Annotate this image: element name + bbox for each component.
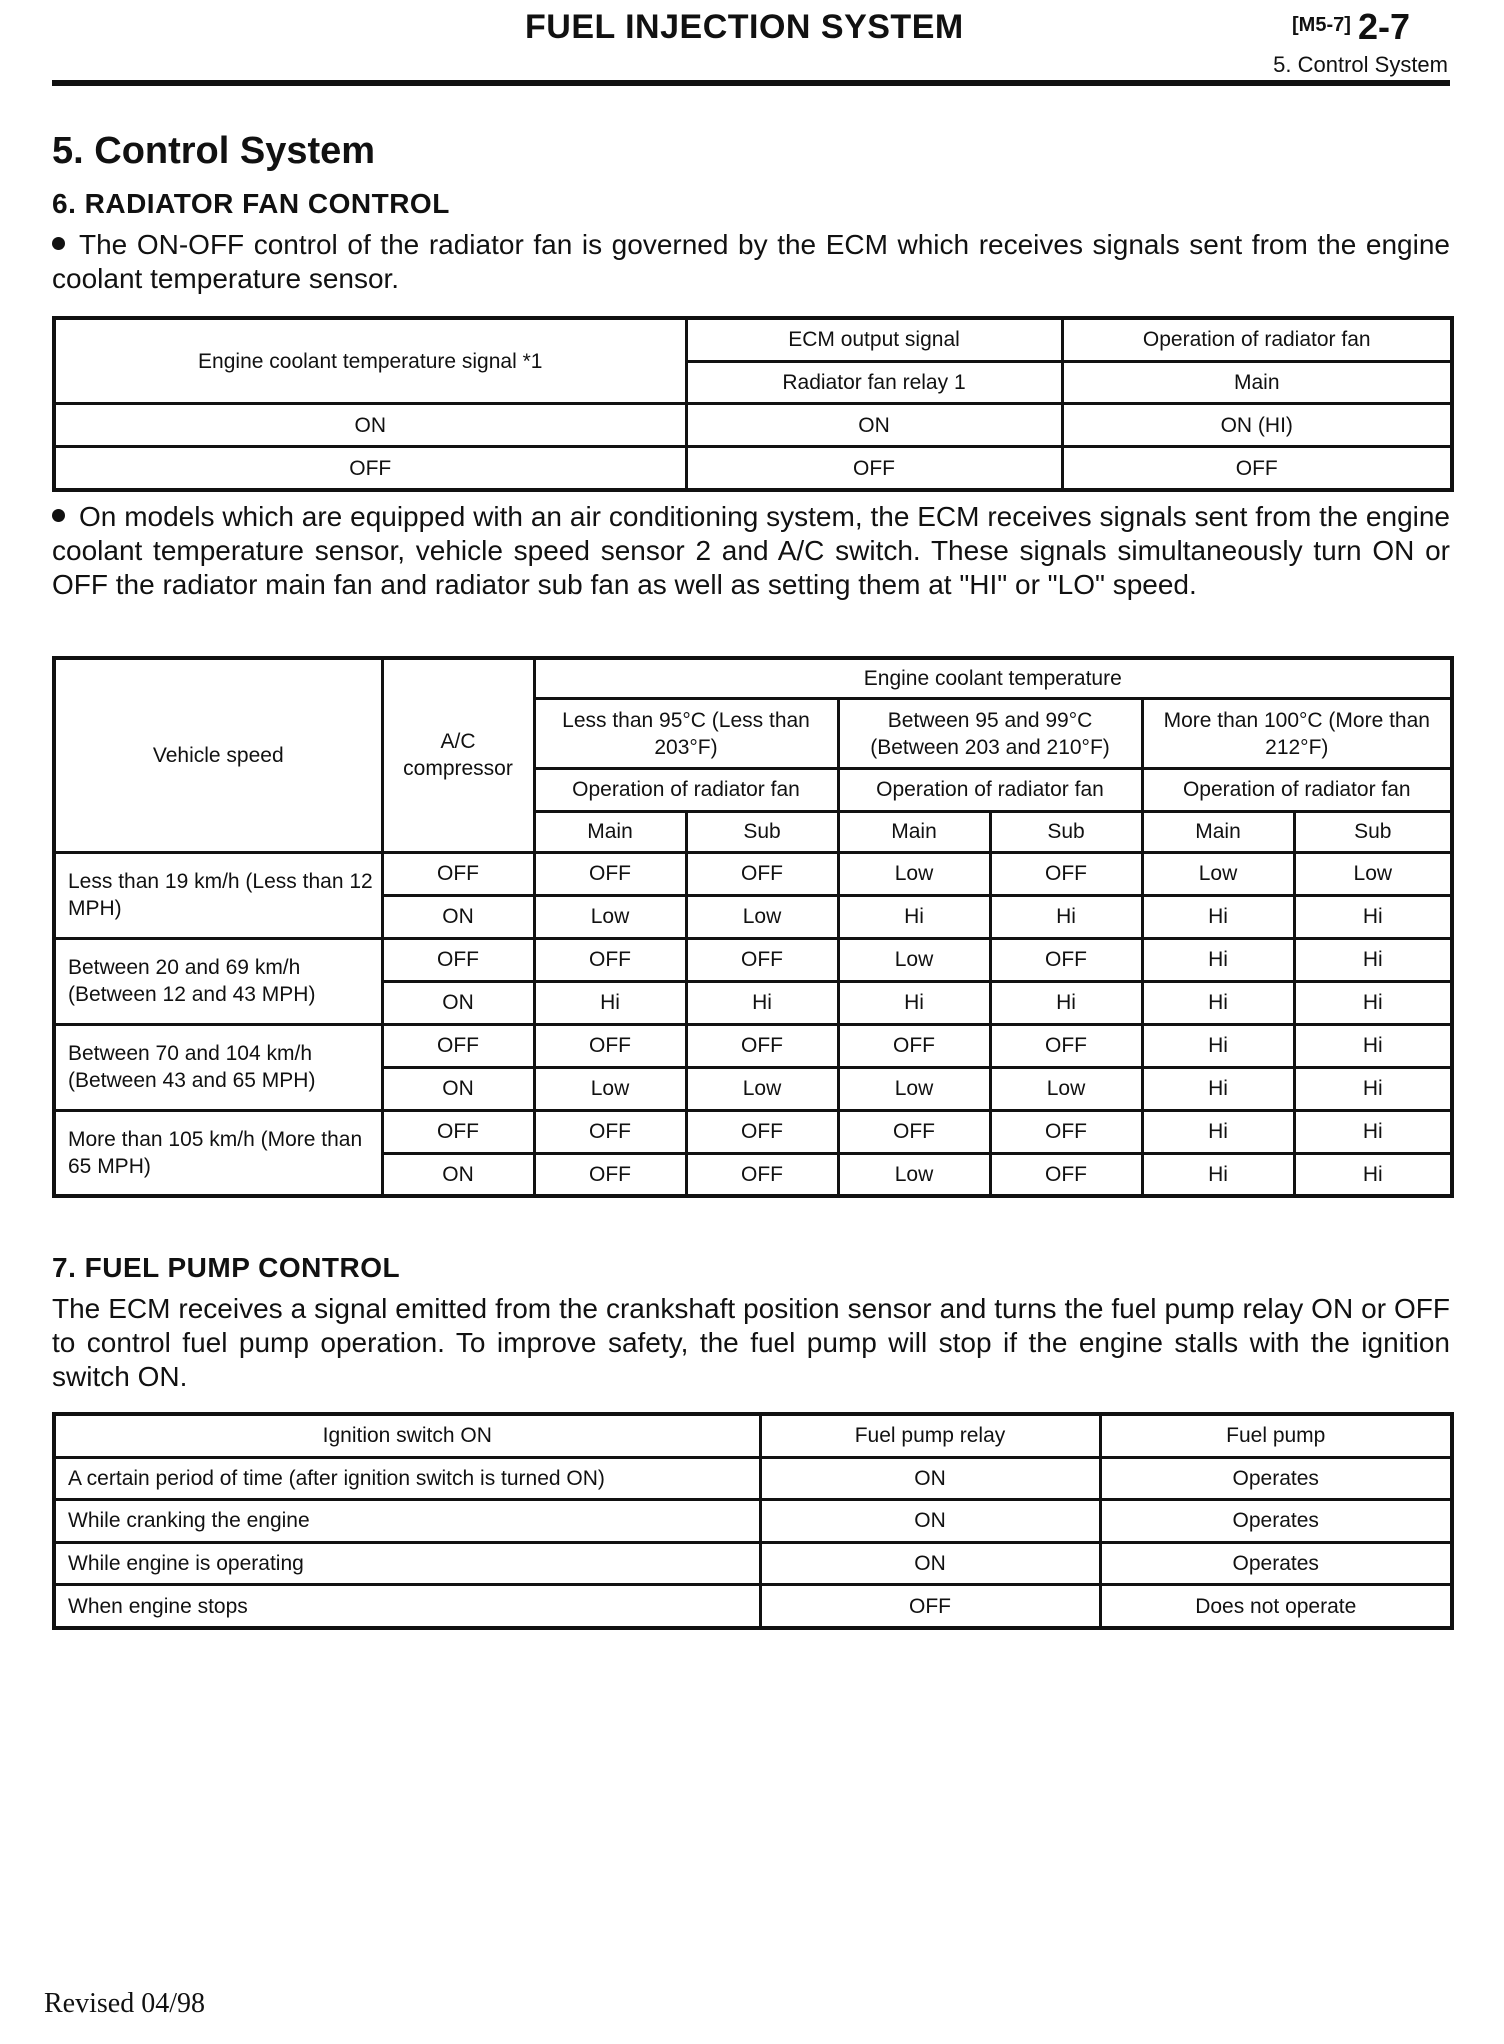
t3-cell: Does not operate xyxy=(1100,1585,1452,1628)
t2-fan-cell: Hi xyxy=(1294,1067,1452,1110)
t2-fan-cell: Hi xyxy=(1142,1153,1294,1196)
t2-temp-range: Less than 95°C (Less than 203°F) xyxy=(534,699,838,769)
t2-row xyxy=(54,938,1452,981)
t2-operation-header: Operation of radiator fan xyxy=(534,768,838,811)
t1-cell: OFF xyxy=(54,447,686,490)
t2-fan-cell: Low xyxy=(838,852,990,895)
t2-fan-cell: OFF xyxy=(534,1110,686,1153)
t2-sub-header: Sub xyxy=(686,811,838,852)
t2-main-header: Main xyxy=(534,811,686,852)
t2-fan-cell: Low xyxy=(990,1067,1142,1110)
t2-speed-cell: Less than 19 km/h (Less than 12 MPH) xyxy=(54,852,382,938)
header-rule xyxy=(52,80,1450,86)
t2-fan-cell: Hi xyxy=(534,981,686,1024)
header-subtitle: 5. Control System xyxy=(1273,52,1448,77)
t2-fan-cell: OFF xyxy=(686,1153,838,1196)
fuel-pump-paragraph: The ECM receives a signal emitted from the crankshaft position sensor and turns the fuel pump relay ON or OFF to control fuel pump operation. To improve safety, the fuel pump will stop if the engine stalls with the ignition switch ON. xyxy=(52,1293,1450,1392)
t2-fan-cell: OFF xyxy=(990,1110,1142,1153)
t2-sub-header: Sub xyxy=(1294,811,1452,852)
t2-fan-cell: Hi xyxy=(1294,895,1452,938)
t3-header: Fuel pump relay xyxy=(760,1414,1100,1457)
t2-fan-cell: OFF xyxy=(534,1153,686,1196)
t1-header-main: Main xyxy=(1062,361,1452,404)
t2-ac-cell: OFF xyxy=(382,1110,534,1153)
t2-fan-cell: Low xyxy=(1294,852,1452,895)
t2-fan-cell: Hi xyxy=(1142,981,1294,1024)
t3-cell: Operates xyxy=(1100,1542,1452,1585)
t2-ac-cell: ON xyxy=(382,1067,534,1110)
t2-fan-cell: OFF xyxy=(534,938,686,981)
t2-fan-cell: Hi xyxy=(1294,1153,1452,1196)
t2-temp-range: More than 100°C (More than 212°F) xyxy=(1142,699,1452,769)
t2-fan-cell: Low xyxy=(686,895,838,938)
t2-operation-header: Operation of radiator fan xyxy=(838,768,1142,811)
t2-sub-header: Sub xyxy=(990,811,1142,852)
t2-fan-cell: Hi xyxy=(838,981,990,1024)
t2-fan-cell: OFF xyxy=(534,1024,686,1067)
t2-header-coolant-temp: Engine coolant temperature xyxy=(534,658,1452,699)
t2-row xyxy=(54,1024,1452,1067)
t2-ac-cell: ON xyxy=(382,1153,534,1196)
t2-speed-cell: More than 105 km/h (More than 65 MPH) xyxy=(54,1110,382,1196)
t2-fan-cell: OFF xyxy=(990,852,1142,895)
t2-row xyxy=(54,852,1452,895)
section-title: 5. Control System xyxy=(52,130,376,172)
t2-fan-cell: Low xyxy=(534,1067,686,1110)
radiator-table-2 xyxy=(52,656,1454,1198)
t2-fan-cell: Hi xyxy=(990,895,1142,938)
t2-main-header: Main xyxy=(838,811,990,852)
t2-ac-cell: OFF xyxy=(382,1024,534,1067)
t2-fan-cell: Low xyxy=(838,938,990,981)
t2-operation-header: Operation of radiator fan xyxy=(1142,768,1452,811)
t2-fan-cell: Hi xyxy=(838,895,990,938)
t2-fan-cell: OFF xyxy=(534,852,686,895)
t2-fan-cell: Low xyxy=(686,1067,838,1110)
t2-fan-cell: Low xyxy=(534,895,686,938)
t2-fan-cell: Low xyxy=(838,1153,990,1196)
t2-fan-cell: Hi xyxy=(1294,1024,1452,1067)
t3-cell: Operates xyxy=(1100,1457,1452,1500)
t1-cell: ON xyxy=(54,404,686,447)
t1-cell: ON xyxy=(686,404,1062,447)
t2-fan-cell: Hi xyxy=(1294,981,1452,1024)
t2-temp-range: Between 95 and 99°C (Between 203 and 210°F) xyxy=(838,699,1142,769)
t2-fan-cell: OFF xyxy=(990,1024,1142,1067)
radiator-heading: 6. RADIATOR FAN CONTROL xyxy=(52,188,450,219)
bullet-icon xyxy=(52,509,65,522)
t1-header-relay: Radiator fan relay 1 xyxy=(686,361,1062,404)
t2-fan-cell: OFF xyxy=(990,1153,1142,1196)
t2-speed-cell: Between 20 and 69 km/h (Between 12 and 43 MPH) xyxy=(54,938,382,1024)
t2-fan-cell: Hi xyxy=(1294,1110,1452,1153)
t2-fan-cell: OFF xyxy=(838,1110,990,1153)
header-title: FUEL INJECTION SYSTEM xyxy=(525,8,964,46)
t3-cell: While cranking the engine xyxy=(54,1500,760,1543)
t3-cell: Operates xyxy=(1100,1500,1452,1543)
radiator-paragraph-2: On models which are equipped with an air conditioning system, the ECM receives signals sent from the engine coolant temperature sensor, vehicle speed sensor 2 and A/C switch. These signals simultaneously turn ON or OFF the radiator main fan and radiator sub fan as well as setting them at "HI" or "LO" speed. xyxy=(52,501,1450,600)
t2-body xyxy=(54,852,1452,1196)
t2-fan-cell: OFF xyxy=(838,1024,990,1067)
t2-fan-cell: OFF xyxy=(990,938,1142,981)
t2-fan-cell: Hi xyxy=(1294,938,1452,981)
t2-fan-cell: Hi xyxy=(1142,1067,1294,1110)
t1-cell: OFF xyxy=(686,447,1062,490)
t2-fan-cell: Hi xyxy=(1142,1024,1294,1067)
revision-footer: Revised 04/98 xyxy=(44,1988,205,2019)
t2-ac-cell: ON xyxy=(382,981,534,1024)
radiator-table-1 xyxy=(52,316,1454,492)
t1-header-signal: Engine coolant temperature signal *1 xyxy=(54,318,686,404)
t2-fan-cell: Low xyxy=(1142,852,1294,895)
t3-cell: ON xyxy=(760,1500,1100,1543)
fuel-pump-table xyxy=(52,1412,1454,1630)
t2-row xyxy=(54,1110,1452,1153)
t3-cell: While engine is operating xyxy=(54,1542,760,1585)
t1-header-operation: Operation of radiator fan xyxy=(1062,318,1452,361)
t3-header: Ignition switch ON xyxy=(54,1414,760,1457)
t2-main-header: Main xyxy=(1142,811,1294,852)
t2-ac-cell: ON xyxy=(382,895,534,938)
t2-fan-cell: Hi xyxy=(686,981,838,1024)
t2-fan-cell: OFF xyxy=(686,852,838,895)
t2-ac-cell: OFF xyxy=(382,938,534,981)
t3-cell: ON xyxy=(760,1542,1100,1585)
t2-header-vehicle-speed: Vehicle speed xyxy=(54,658,382,852)
t1-cell: OFF xyxy=(1062,447,1452,490)
bullet-icon xyxy=(52,237,65,250)
t2-fan-cell: Hi xyxy=(1142,938,1294,981)
page-number: 2-7 xyxy=(1358,6,1411,47)
t2-fan-cell: Low xyxy=(838,1067,990,1110)
t3-cell: When engine stops xyxy=(54,1585,760,1628)
t2-fan-cell: OFF xyxy=(686,938,838,981)
t2-speed-cell: Between 70 and 104 km/h (Between 43 and 65 MPH) xyxy=(54,1024,382,1110)
t2-fan-cell: OFF xyxy=(686,1110,838,1153)
t2-fan-cell: Hi xyxy=(1142,895,1294,938)
t3-cell: OFF xyxy=(760,1585,1100,1628)
t3-header: Fuel pump xyxy=(1100,1414,1452,1457)
t2-fan-cell: Hi xyxy=(990,981,1142,1024)
t1-cell: ON (HI) xyxy=(1062,404,1452,447)
fuel-pump-heading: 7. FUEL PUMP CONTROL xyxy=(52,1252,401,1283)
t3-cell: ON xyxy=(760,1457,1100,1500)
t3-cell: A certain period of time (after ignition switch is turned ON) xyxy=(54,1457,760,1500)
header-code: [M5-7] xyxy=(1292,14,1351,36)
radiator-paragraph-1: The ON-OFF control of the radiator fan is governed by the ECM which receives signals sent from the engine coolant temperature sensor. xyxy=(52,229,1450,294)
t2-fan-cell: Hi xyxy=(1142,1110,1294,1153)
t2-ac-cell: OFF xyxy=(382,852,534,895)
t2-header-ac-compressor: A/C compressor xyxy=(382,658,534,852)
t1-header-ecm: ECM output signal xyxy=(686,318,1062,361)
t2-fan-cell: OFF xyxy=(686,1024,838,1067)
